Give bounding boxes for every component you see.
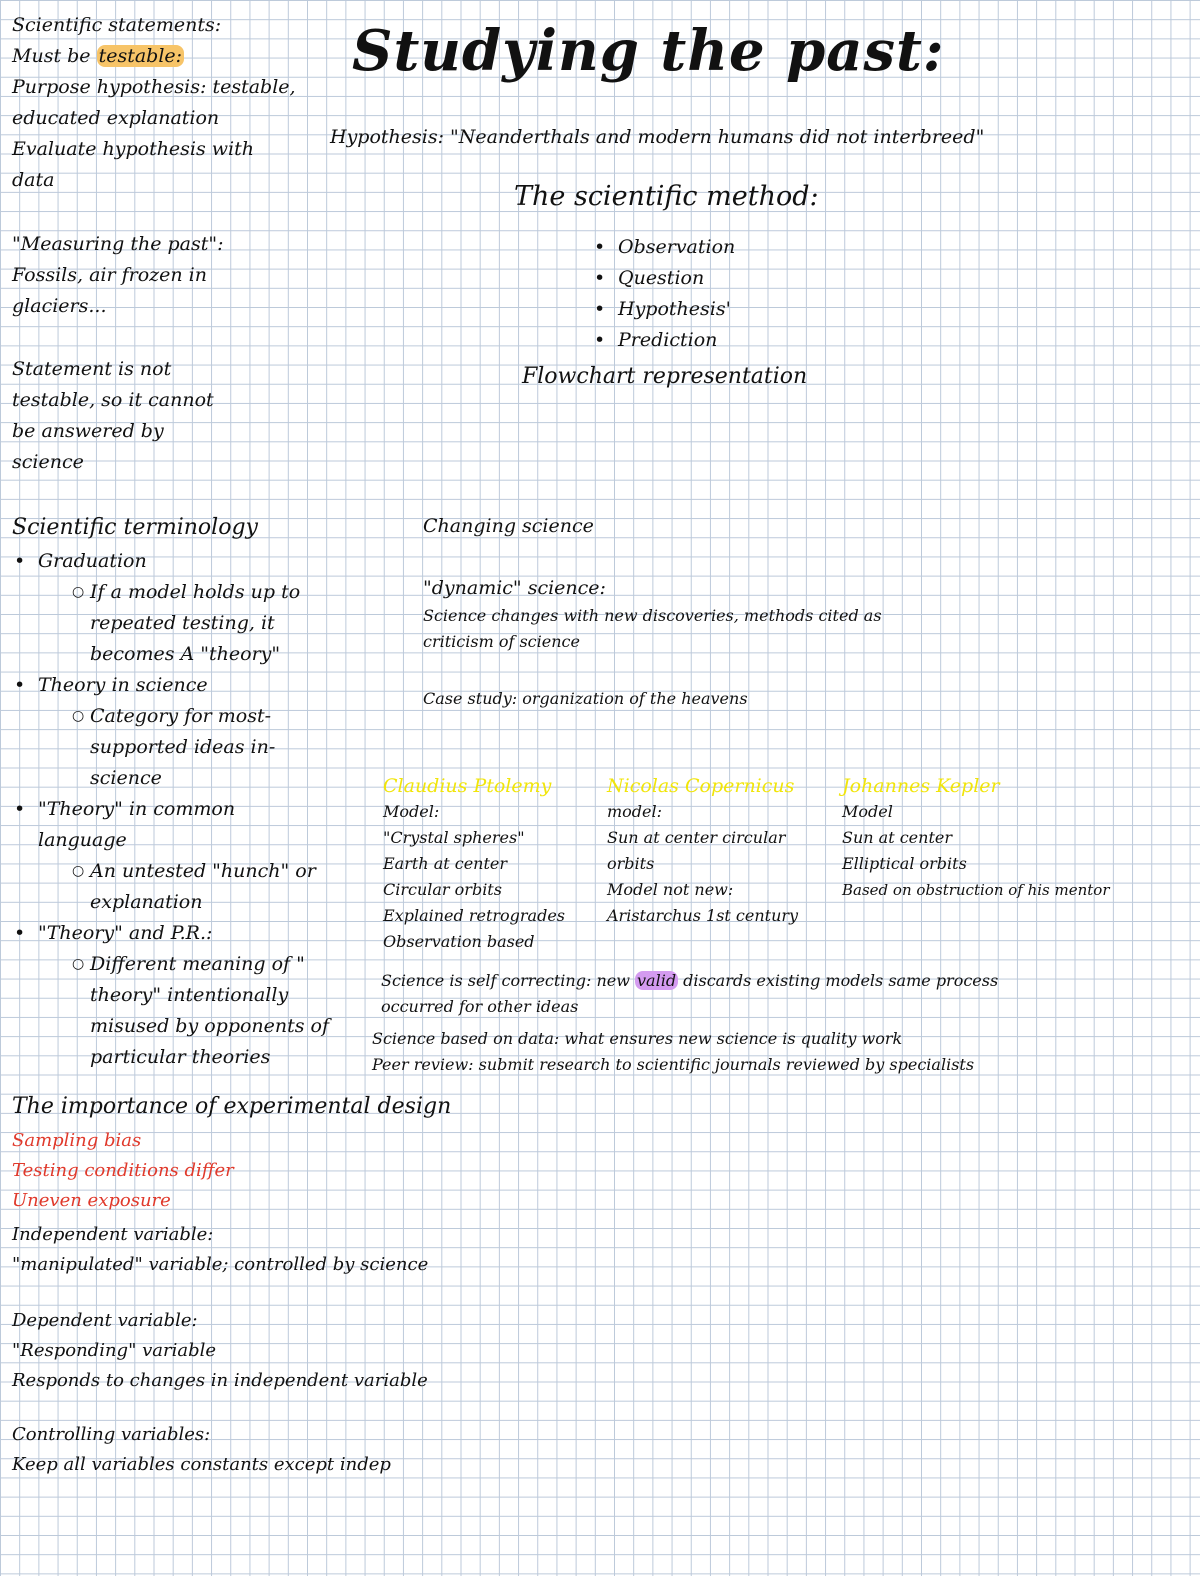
list-item: Testing conditions differ bbox=[12, 1160, 234, 1181]
list-item: ○ Category for most- supported ideas in- science bbox=[38, 701, 368, 794]
experimental-design-heading: The importance of experimental design bbox=[12, 1094, 452, 1119]
scientific-statements-block: Scientific statements: Must be testable: Purpose hypothesis: testable, educated explanation Evaluate hypothesis with data bbox=[12, 10, 296, 196]
list-item: • Theory in science bbox=[38, 670, 368, 701]
terminology-heading: Scientific terminology bbox=[12, 515, 258, 540]
page-title: Studying the past: bbox=[352, 18, 945, 84]
list-item: • Graduation bbox=[38, 546, 368, 577]
sub-bullet-icon: ○ bbox=[72, 956, 85, 972]
controlling-variables-block: Controlling variables: Keep all variables constants except indep bbox=[12, 1424, 391, 1475]
copernicus-column: Nicolas Copernicus model: Sun at center circular orbits Model not new: Aristarchus 1st century bbox=[607, 775, 799, 925]
terminology-list bbox=[14, 546, 368, 1073]
dynamic-science-text: Science changes with new discoveries, methods cited as criticism of science bbox=[423, 606, 882, 651]
scientific-method-list bbox=[594, 232, 736, 356]
changing-science-heading: Changing science bbox=[423, 515, 594, 537]
measuring-past-block: "Measuring the past": Fossils, air frozen in glaciers... bbox=[12, 233, 224, 317]
dependent-variable-block: Dependent variable: "Responding" variable Responds to changes in independent variable bbox=[12, 1310, 428, 1391]
sub-bullet-icon: ○ bbox=[72, 584, 85, 600]
scientific-method-heading: The scientific method: bbox=[514, 181, 819, 212]
sub-bullet-icon: ○ bbox=[72, 863, 85, 879]
list-item: • Hypothesis' bbox=[618, 294, 735, 325]
bullet-icon: • bbox=[594, 329, 606, 351]
list-item: • Question bbox=[618, 263, 735, 294]
list-item: • Prediction bbox=[618, 325, 735, 356]
bias-list bbox=[12, 1126, 234, 1216]
hypothesis-text: Hypothesis: "Neanderthals and modern humans did not interbreed" bbox=[330, 126, 985, 148]
case-study-text: Case study: organization of the heavens bbox=[423, 689, 748, 708]
bullet-icon: • bbox=[594, 267, 606, 289]
peer-review-text: Peer review: submit research to scientific journals reviewed by specialists bbox=[372, 1055, 975, 1074]
list-item: ○ Different meaning of " theory" intentionally misused by opponents of particular theories bbox=[38, 949, 368, 1073]
sub-bullet-icon: ○ bbox=[72, 708, 85, 724]
data-based-text: Science based on data: what ensures new science is quality work bbox=[372, 1029, 903, 1048]
bullet-icon: • bbox=[14, 922, 26, 944]
ptolemy-name: Claudius Ptolemy bbox=[383, 775, 552, 797]
sci-statements-testable: Must be testable: bbox=[12, 45, 183, 67]
list-item: • "Theory" in common language bbox=[38, 794, 368, 856]
not-testable-block: Statement is not testable, so it cannot be answered by science bbox=[12, 358, 214, 473]
list-item: ○ An untested "hunch" or explanation bbox=[38, 856, 368, 918]
bullet-icon: • bbox=[14, 550, 26, 572]
valid-highlight: valid bbox=[637, 971, 677, 990]
bullet-icon: • bbox=[594, 236, 606, 258]
bullet-icon: • bbox=[14, 674, 26, 696]
list-item: ○ If a model holds up to repeated testing, it becomes A "theory" bbox=[38, 577, 368, 670]
kepler-name: Johannes Kepler bbox=[842, 775, 1000, 797]
ptolemy-column: Claudius Ptolemy Model: "Crystal spheres" Earth at center Circular orbits Explained retrogrades Observation based bbox=[383, 775, 565, 951]
list-item: • Observation bbox=[618, 232, 735, 263]
list-item: Uneven exposure bbox=[12, 1190, 171, 1211]
bullet-icon: • bbox=[594, 298, 606, 320]
flowchart-label: Flowchart representation bbox=[522, 364, 808, 389]
testable-highlight: testable: bbox=[98, 45, 183, 67]
kepler-column: Johannes Kepler Model Sun at center Elliptical orbits Based on obstruction of his mentor bbox=[842, 775, 1110, 899]
copernicus-name: Nicolas Copernicus bbox=[607, 775, 795, 797]
list-item: Sampling bias bbox=[12, 1130, 142, 1151]
sci-statements-heading: Scientific statements: bbox=[12, 14, 222, 36]
independent-variable-block: Independent variable: "manipulated" variable; controlled by science bbox=[12, 1224, 429, 1275]
self-correcting-text: Science is self correcting: new valid discards existing models same process occurred for other ideas bbox=[381, 971, 999, 1016]
bullet-icon: • bbox=[14, 798, 26, 820]
list-item: • "Theory" and P.R.: bbox=[38, 918, 368, 949]
dynamic-science-heading: "dynamic" science: bbox=[423, 577, 606, 599]
